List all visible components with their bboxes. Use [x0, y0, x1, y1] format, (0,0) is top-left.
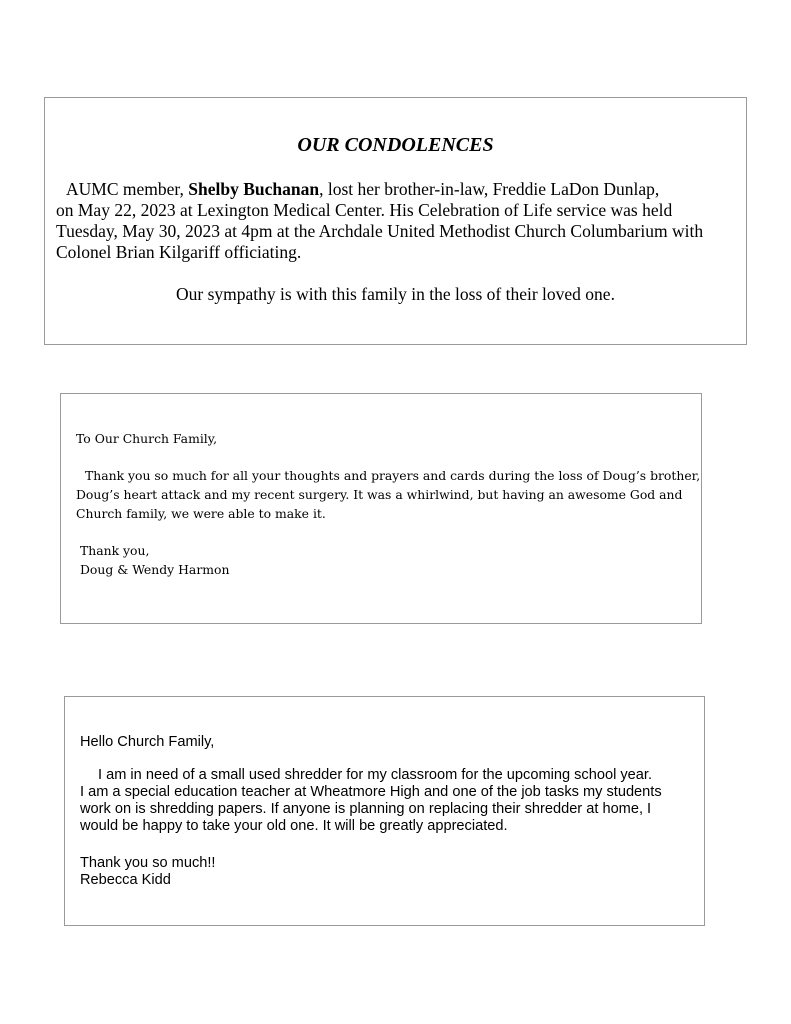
harmon-note-box	[60, 393, 702, 624]
condolences-line-1-pre: AUMC member,	[66, 179, 189, 199]
sympathy-line: Our sympathy is with this family in the loss of their loved one.	[176, 284, 615, 304]
condolences-line-4: Colonel Brian Kilgariff officiating.	[56, 242, 302, 262]
harmon-closing: Thank you,	[80, 543, 150, 558]
harmon-line-2: Doug’s heart attack and my recent surgery. It was a whirlwind, but having an awesome God and	[76, 487, 683, 502]
condolences-line-2: on May 22, 2023 at Lexington Medical Center. His Celebration of Life service was held	[56, 200, 673, 220]
kidd-note-box	[64, 696, 705, 926]
condolences-line-3: Tuesday, May 30, 2023 at 4pm at the Archdale United Methodist Church Columbarium with	[56, 221, 704, 241]
harmon-signature: Doug & Wendy Harmon	[80, 562, 230, 577]
kidd-line-2: I am a special education teacher at Wheatmore High and one of the job tasks my students	[80, 784, 662, 800]
kidd-line-1: I am in need of a small used shredder for my classroom for the upcoming school year.	[98, 767, 653, 783]
condolences-box	[44, 97, 747, 345]
kidd-signature: Rebecca Kidd	[80, 872, 171, 888]
harmon-line-3: Church family, we were able to make it.	[76, 506, 326, 521]
member-name: Shelby Buchanan	[188, 179, 320, 199]
condolences-title: OUR CONDOLENCES	[297, 134, 494, 156]
condolences-line-1-post: , lost her brother-in-law, Freddie LaDon Dunlap,	[319, 179, 660, 199]
harmon-greeting: To Our Church Family,	[76, 431, 218, 446]
condolences-line-1	[66, 179, 659, 200]
harmon-line-1: Thank you so much for all your thoughts and prayers and cards during the loss of Doug’s brother,	[85, 468, 701, 483]
kidd-closing: Thank you so much!!	[80, 855, 216, 871]
kidd-greeting: Hello Church Family,	[80, 734, 215, 750]
kidd-line-4: would be happy to take your old one. It will be greatly appreciated.	[80, 818, 508, 834]
kidd-line-3: work on is shredding papers. If anyone is planning on replacing their shredder at home, I	[80, 801, 652, 817]
